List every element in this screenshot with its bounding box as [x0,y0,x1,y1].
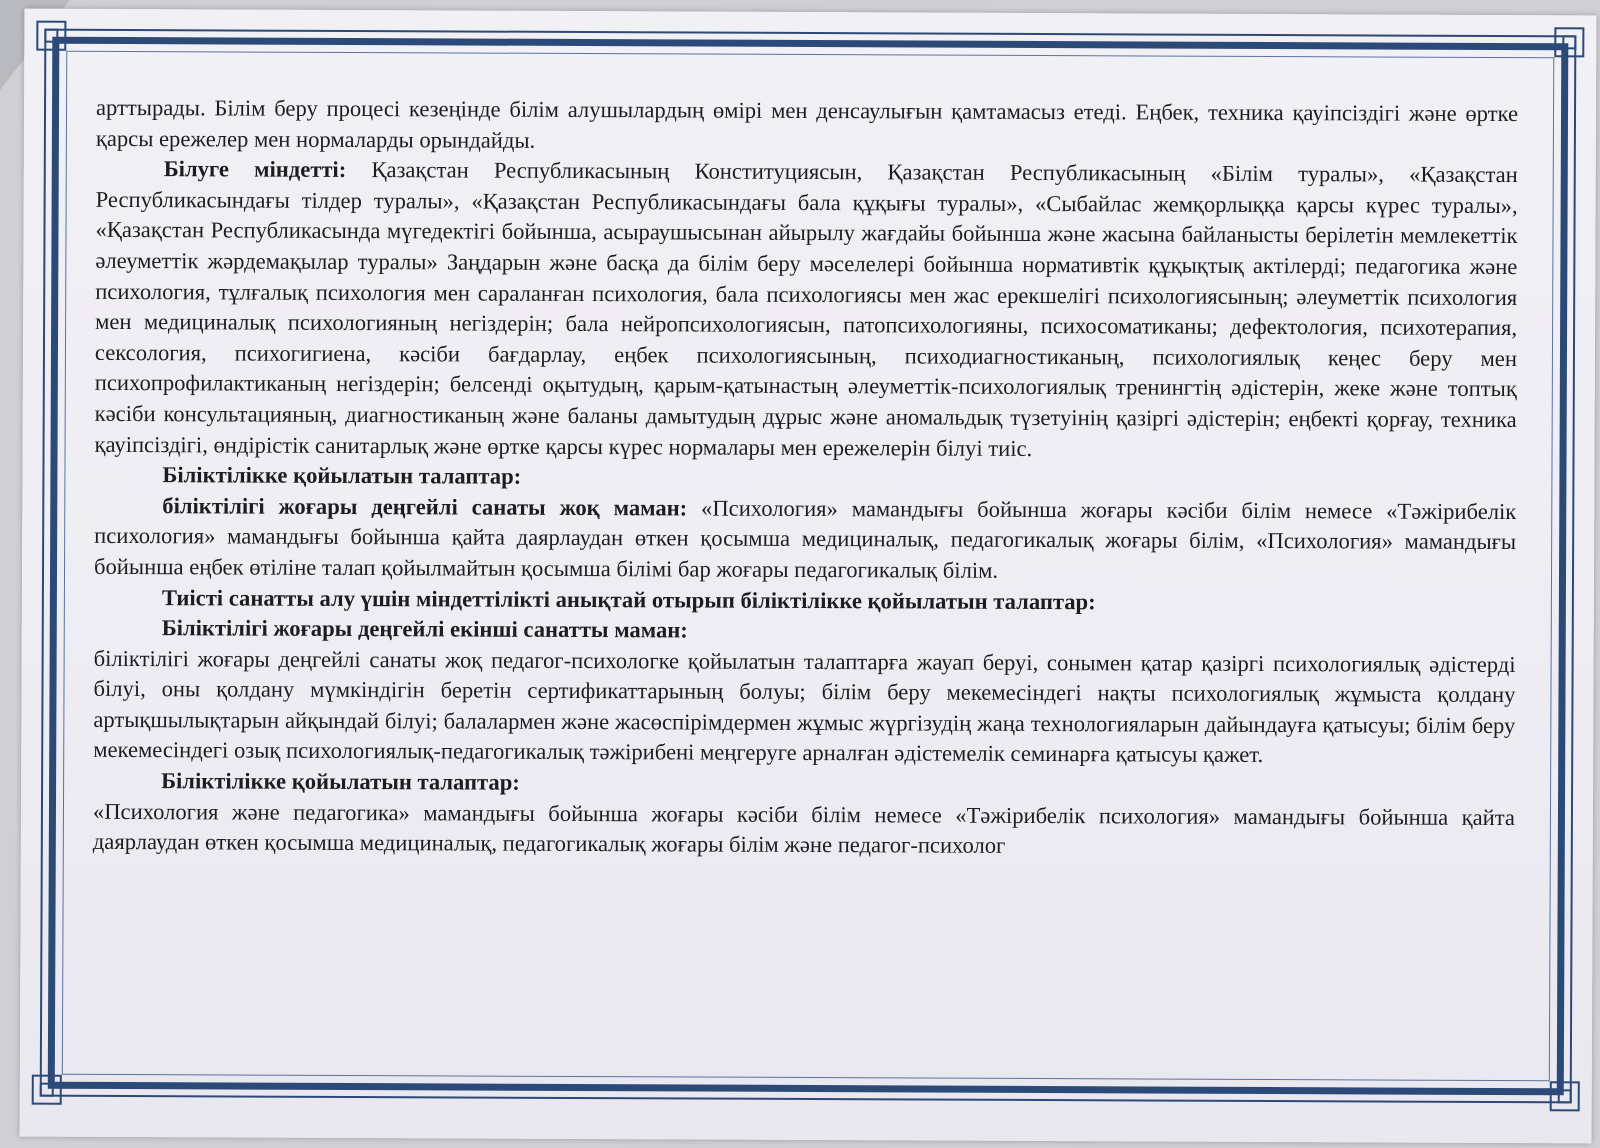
heading-category-requirements: Тиісті санатты алу үшін міндеттілікті анықтай отырып біліктілікке қойылатын талаптар: [161,584,1096,614]
heading-second-category: Біліктілігі жоғары деңгейлі екінші санатты маман: [161,615,688,643]
heading-requirements-2: Біліктілікке қойылатын талаптар: [161,768,520,795]
corner-ornament [36,21,66,51]
paragraph-no-category [94,491,1516,589]
no-category-text: «Психология» мамандығы бойынша жоғары кәсіби білім немесе «Тәжірибелік психология» мамандығы бойынша қайта даярлаудан өткен қосымша медициналық, педагогикалық жоғары білім, «Психология» мамандығы бойынша еңбек өтіліне талап қойылмайтын қосымша білімі бар жоғары педагогикалық білім. [93,495,1517,583]
document-body [93,93,1518,864]
document-page [20,9,1597,1144]
must-know-label: Білуге міндетті: [163,156,347,183]
paragraph-must-know [94,154,1517,466]
must-know-text: Қазақстан Республикасының Конституциясын, Қазақстан Республикасының «Білім туралы», «Қазақстан Республикасындағы тілдер туралы», «Қазақстан Республикасындағы бала құқығы туралы», «Сыбайлас жемқорлыққа қарсы күрес туралы», «Қазақстан Республикасында мүгедектігі бойынша, асыраушысынан айырылу жағдайы бойынша және жасына байланысты берілетін мемлекеттік әлеуметтік жәрдемақылар туралы» Заңдарын және басқа да білім беру мәселелері бойынша нормативтік құқықтық актілерді; педагогика және психология, тұлғалық психология мен сараланған психология, бала психологиясы мен жас ерекшелігі психологиясының; әлеуметтік психология мен медициналық психологияның негіздерін; бала нейропсихологиясын, патопсихологияны, психосоматиканы; дефектология, психотерапия, сексология, психогигиена, кәсіби бағдарлау, еңбек психологиясының, психодиагностиканың, психологиялық кеңес беру мен психопрофилактиканың негіздерін; белсенді оқытудың, қарым-қатынастың әлеуметтік-психологиялық тренингтің әдістерін, жеке және топтық кәсіби консультацияның, диагностиканың және баланы дамытудың дұрыс және аномальдық түзетуінің қазіргі әдістерін; еңбекті қорғау, техника қауіпсіздігі, өндірістік санитарлық және өртке қарсы күрес нормалары мен ережелерін білуі тиіс. [94,157,1518,461]
paragraph-education: «Психология және педагогика» мамандығы бойынша жоғары кәсіби білім немесе «Тәжірибелік психология» мамандығы бойынша қайта даярлаудан өткен қосымша медициналық, педагогикалық жоғары білім және педагог-психолог [92,798,1516,859]
paragraph-responsibilities: арттырады. Білім беру процесі кезеңінде білім алушылардың өмірі мен денсаулығын қамтамасыз етеді. Еңбек, техника қауіпсіздігі және өртке қарсы ережелер мен нормаларды орындайды. [95,94,1519,153]
paragraph-second-category: біліктілігі жоғары деңгейлі санаты жоқ педагог-психологке қойылатын талаптарға жауап беруі, сонымен қатар қазіргі психологиялық әдістерді білуі, оны қолдану мүмкіндігін беретін сертификаттарының болуы; білім беру мекемесіндегі нақты психологиялық жұмыста қолдану артықшылықтарын айқындай білуі; балалармен және жасөспірімдермен жұмыс жүргізудің жаңа технологияларын дайындауға қатысуы; білім беру мекемесіндегі озық психологиялық-педагогикалық тәжірибені меңгеруге арналған әдістемелік семинарға қатысуы қажет. [93,645,1516,768]
corner-ornament [1554,27,1584,57]
corner-ornament [32,1075,62,1105]
corner-ornament [1550,1081,1580,1111]
heading-requirements: Біліктілікке қойылатын талаптар: [162,462,522,489]
no-category-label: біліктілігі жоғары деңгейлі санаты жоқ маман: [162,492,688,521]
